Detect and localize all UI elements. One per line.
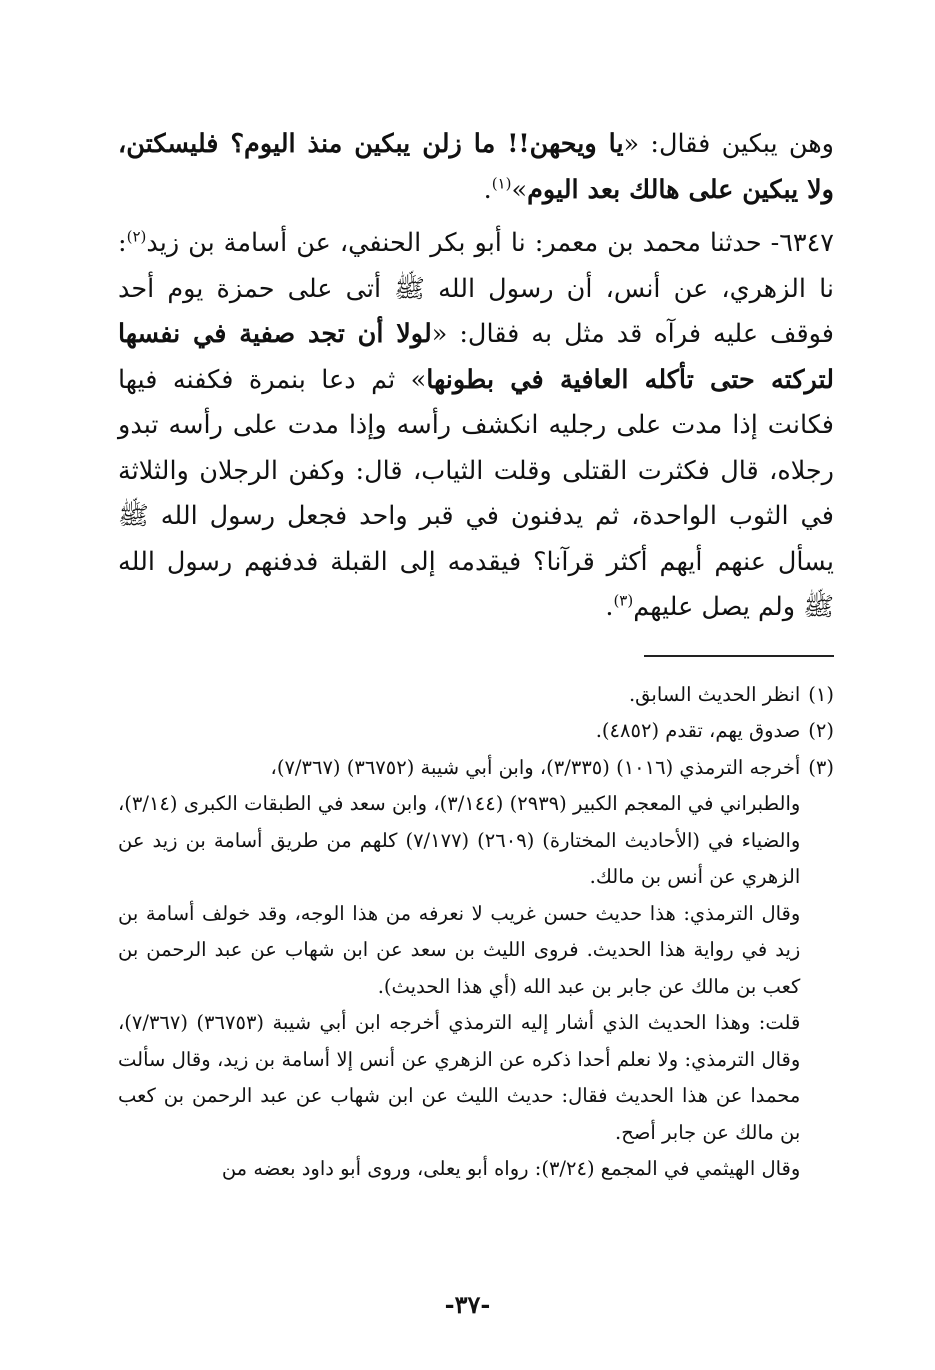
footnote-qultu: قلت: وهذا الحديث الذي أشار إليه الترمذي أخرجه ابن أبي شيبة (٣٦٧٥٣) (٧/٣٦٧)، وقال الترمذي: ولا نعلم أحدا ذكره عن الزهري عن أنس إلا أسامة بن زيد، وقال سألت محمدا عن هذا الحديث فقال: حديث الليث عن ابن شهاب عن عبد الرحمن بن كعب بن مالك عن جابر أصح. — [118, 1011, 801, 1144]
footnote-1 — [118, 677, 834, 714]
footnote-3-line1: أخرجه الترمذي (١٠١٦) (٣/٣٣٥)، وابن أبي شيبة (٣٦٧٥٢) (٧/٣٦٧)، — [270, 755, 801, 779]
footnotes — [118, 677, 834, 1188]
footnote-ref-2: (٢) — [126, 227, 147, 246]
para1-quote-end: » — [511, 174, 528, 205]
para1-start: وهن يبكين فقال: « — [623, 129, 834, 159]
footnote-1-number: (١) — [808, 682, 834, 706]
footnote-3-rest: والطبراني في المعجم الكبير (٢٩٣٩) (٣/١٤٤)، وابن سعد في الطبقات الكبرى (٣/١٤)، والضياء في (الأحاديث المختارة) (٢٦٠٩) (٧/١٧٧) كلهم من طريق أسامة بن زيد عن الزهري عن أنس بن مالك. — [118, 792, 801, 888]
footnote-2-number: (٢) — [808, 719, 834, 742]
footnote-1-text: انظر الحديث السابق. — [628, 682, 801, 706]
footnote-3 — [118, 750, 834, 1188]
para2-part2: : نا الزهري، عن أنس، أن رسول الله ﷺ أتى على حمزة يوم أحد فوقف عليه فرآه قد مثل به فقال: « — [118, 228, 834, 349]
page-number: -٣٧- — [444, 1290, 491, 1319]
footnote-separator — [644, 655, 834, 657]
footnote-3-number: (٣) — [808, 755, 834, 779]
paragraph-continuation — [118, 122, 834, 213]
footnote-tirmidhi: وقال الترمذي: هذا حديث حسن غريب لا نعرفه من هذا الوجه، وقد خولف أسامة بن زيد في رواية هذا الحديث. فروى الليث بن سعد عن ابن شهاب عن عبد الرحمن بن كعب بن مالك عن جابر بن عبد الله (أي هذا الحديث). — [118, 901, 801, 998]
footnote-ref-3: (٣) — [613, 591, 634, 610]
hadith-6347 — [118, 221, 834, 631]
para2-part3: » ثم دعا بنمرة فكفنه فيها فكانت إذا مدت على رجليه انكشف رأسه وإذا مدت على رأسه تبدو رجلاه، قال فكثرت القتلى وقلت الثياب، قال: وكفن الرجلان والثلاثة في الثوب الواحدة، ثم يدفنون في قبر واحد فجعل رسول الله ﷺ يسأل عنهم أيهم أكثر قرآنا؟ فيقدمه إلى القبلة فدفنهم رسول الله ﷺ ولم يصل عليهم — [118, 364, 834, 622]
footnote-3-body — [118, 750, 800, 1188]
footnote-2-text: صدوق يهم، تقدم (٤٨٥٢). — [595, 719, 801, 742]
footnote-2 — [118, 713, 834, 750]
para1-bold-quote: يا ويحهن!! ما زلن يبكين منذ اليوم؟ فليسكتن، ولا يبكين على هالك بعد اليوم — [118, 129, 834, 205]
para2-part1: ٦٣٤٧- حدثنا محمد بن معمر: نا أبو بكر الحنفي، عن أسامة بن زيد — [146, 228, 834, 258]
page-content — [118, 122, 834, 1188]
main-text — [118, 122, 834, 631]
para1-tail: . — [483, 174, 492, 205]
footnote-haythami: وقال الهيثمي في المجمع (٣/٢٤): رواه أبو يعلى، وروى أبو داود بعضه من — [221, 1157, 801, 1180]
para2-bold-quote: لولا أن تجد صفية في نفسها لتركته حتى تأكله العافية في بطونها — [118, 319, 835, 395]
footnote-ref-1: (١) — [491, 174, 512, 192]
para2-tail: . — [605, 592, 614, 622]
